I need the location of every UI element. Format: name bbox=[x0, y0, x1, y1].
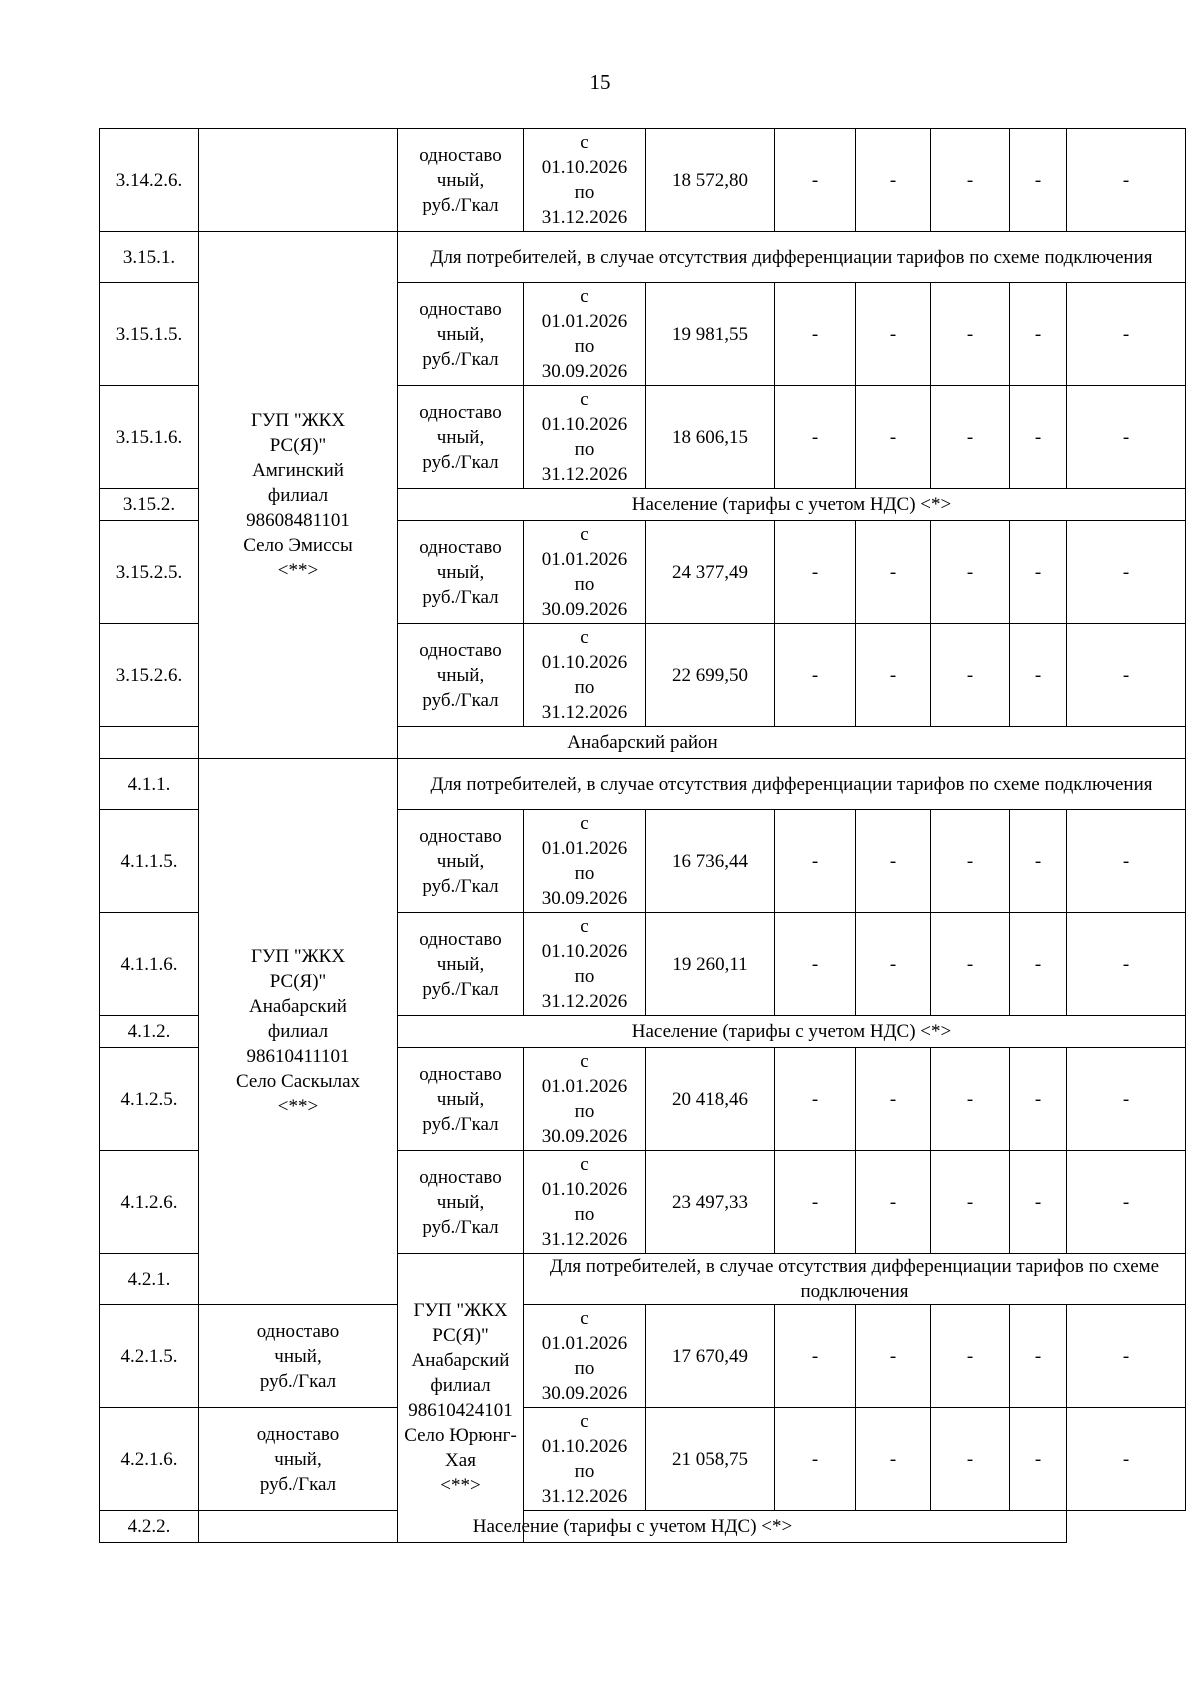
period-cell: с 01.01.2026 по 30.09.2026 bbox=[524, 1048, 646, 1151]
org-cell: ГУП "ЖКХ РС(Я)" Амгинский филиал 98608481101 Село Эмиссы <**> bbox=[199, 232, 398, 759]
period-cell: с 01.10.2026 по 31.12.2026 bbox=[524, 386, 646, 489]
dash-cell: - bbox=[1067, 386, 1186, 489]
dash-cell: - bbox=[931, 913, 1010, 1016]
dash-cell: - bbox=[931, 521, 1010, 624]
period-cell: с 01.01.2026 по 30.09.2026 bbox=[524, 810, 646, 913]
dash-cell: - bbox=[1010, 129, 1067, 232]
dash-cell: - bbox=[1067, 810, 1186, 913]
dash-cell: - bbox=[931, 1048, 1010, 1151]
dash-cell: - bbox=[1067, 1408, 1186, 1511]
dash-cell: - bbox=[1010, 386, 1067, 489]
district-heading: Анабарский район bbox=[100, 727, 1186, 759]
tariff-value: 23 497,33 bbox=[646, 1151, 775, 1254]
tariff-value: 20 418,46 bbox=[646, 1048, 775, 1151]
table-row bbox=[100, 129, 1186, 232]
dash-cell: - bbox=[856, 129, 931, 232]
tariff-value: 18 606,15 bbox=[646, 386, 775, 489]
row-index: 3.14.2.6. bbox=[100, 129, 199, 232]
tariff-value: 18 572,80 bbox=[646, 129, 775, 232]
tariff-value: 17 670,49 bbox=[646, 1305, 775, 1408]
dash-cell: - bbox=[1067, 913, 1186, 1016]
tariff-value: 22 699,50 bbox=[646, 624, 775, 727]
section-general-label: Для потребителей, в случае отсутствия дифференциации тарифов по схеме подключения bbox=[398, 759, 1186, 810]
row-index: 3.15.2. bbox=[100, 489, 199, 521]
section-general-label: Для потребителей, в случае отсутствия дифференциации тарифов по схеме подключения bbox=[398, 232, 1186, 283]
tariff-type-cell: одноставо чный, руб./Гкал bbox=[199, 1408, 398, 1511]
dash-cell: - bbox=[1010, 913, 1067, 1016]
tariff-type-cell: одноставо чный, руб./Гкал bbox=[398, 521, 524, 624]
dash-cell: - bbox=[1067, 1048, 1186, 1151]
dash-cell: - bbox=[856, 913, 931, 1016]
tariff-type-cell: одноставо чный, руб./Гкал bbox=[398, 624, 524, 727]
tariff-value: 24 377,49 bbox=[646, 521, 775, 624]
dash-cell: - bbox=[1067, 1305, 1186, 1408]
dash-cell: - bbox=[1010, 1151, 1067, 1254]
row-index: 4.2.2. bbox=[100, 1511, 199, 1543]
table-row bbox=[100, 727, 1186, 759]
dash-cell: - bbox=[931, 283, 1010, 386]
dash-cell: - bbox=[775, 913, 856, 1016]
dash-cell: - bbox=[775, 1305, 856, 1408]
row-index: 3.15.1. bbox=[100, 232, 199, 283]
dash-cell: - bbox=[931, 1408, 1010, 1511]
dash-cell: - bbox=[1010, 1048, 1067, 1151]
dash-cell: - bbox=[931, 129, 1010, 232]
dash-cell: - bbox=[1067, 521, 1186, 624]
row-index: 4.1.1. bbox=[100, 759, 199, 810]
row-index: 3.15.2.6. bbox=[100, 624, 199, 727]
tariff-type-cell: одноставо чный, руб./Гкал bbox=[398, 1048, 524, 1151]
dash-cell: - bbox=[775, 386, 856, 489]
section-population-label: Население (тарифы с учетом НДС) <*> bbox=[199, 1511, 1067, 1543]
dash-cell: - bbox=[775, 283, 856, 386]
dash-cell: - bbox=[1010, 810, 1067, 913]
row-index: 4.1.1.5. bbox=[100, 810, 199, 913]
dash-cell: - bbox=[856, 1305, 931, 1408]
period-cell: с 01.10.2026 по 31.12.2026 bbox=[524, 624, 646, 727]
section-population-label: Население (тарифы с учетом НДС) <*> bbox=[398, 489, 1186, 521]
dash-cell: - bbox=[1010, 624, 1067, 727]
dash-cell: - bbox=[931, 1305, 1010, 1408]
dash-cell: - bbox=[775, 129, 856, 232]
row-index: 3.15.2.5. bbox=[100, 521, 199, 624]
dash-cell: - bbox=[931, 386, 1010, 489]
row-index: 4.2.1.6. bbox=[100, 1408, 199, 1511]
tariff-type-cell: одноставо чный, руб./Гкал bbox=[398, 283, 524, 386]
dash-cell: - bbox=[775, 1408, 856, 1511]
dash-cell: - bbox=[931, 624, 1010, 727]
tariff-type-cell: одноставо чный, руб./Гкал bbox=[199, 1305, 398, 1408]
dash-cell: - bbox=[775, 624, 856, 727]
page-number: 15 bbox=[589, 70, 611, 94]
row-index: 4.1.2.6. bbox=[100, 1151, 199, 1254]
dash-cell: - bbox=[775, 1048, 856, 1151]
dash-cell: - bbox=[856, 810, 931, 913]
section-population-label: Население (тарифы с учетом НДС) <*> bbox=[398, 1016, 1186, 1048]
table-row bbox=[100, 1511, 1186, 1543]
dash-cell: - bbox=[775, 810, 856, 913]
dash-cell: - bbox=[1010, 1408, 1067, 1511]
dash-cell: - bbox=[856, 624, 931, 727]
row-index: 4.2.1.5. bbox=[100, 1305, 199, 1408]
table-row bbox=[100, 1305, 1186, 1408]
dash-cell: - bbox=[856, 386, 931, 489]
row-index: 3.15.1.6. bbox=[100, 386, 199, 489]
section-general-label: Для потребителей, в случае отсутствия дифференциации тарифов по схеме подключения bbox=[524, 1254, 1186, 1305]
dash-cell: - bbox=[1067, 624, 1186, 727]
tariff-table bbox=[99, 128, 1186, 1543]
table-row bbox=[100, 232, 1186, 283]
table-row bbox=[100, 759, 1186, 810]
tariff-value: 21 058,75 bbox=[646, 1408, 775, 1511]
row-index: 4.2.1. bbox=[100, 1254, 199, 1305]
dash-cell: - bbox=[1067, 1151, 1186, 1254]
dash-cell: - bbox=[1010, 1305, 1067, 1408]
tariff-value: 19 260,11 bbox=[646, 913, 775, 1016]
row-index: 3.15.1.5. bbox=[100, 283, 199, 386]
dash-cell: - bbox=[1067, 283, 1186, 386]
period-cell: с 01.10.2026 по 31.12.2026 bbox=[524, 913, 646, 1016]
period-cell: с 01.01.2026 по 30.09.2026 bbox=[524, 521, 646, 624]
table-row bbox=[100, 1408, 1186, 1511]
tariff-type-cell: одноставо чный, руб./Гкал bbox=[398, 129, 524, 232]
period-cell: с 01.10.2026 по 31.12.2026 bbox=[524, 129, 646, 232]
period-cell: с 01.10.2026 по 31.12.2026 bbox=[524, 1408, 646, 1511]
tariff-type-cell: одноставо чный, руб./Гкал bbox=[398, 913, 524, 1016]
dash-cell: - bbox=[775, 521, 856, 624]
dash-cell: - bbox=[856, 1408, 931, 1511]
dash-cell: - bbox=[775, 1151, 856, 1254]
org-cell: ГУП "ЖКХ РС(Я)" Анабарский филиал 98610411101 Село Саскылах <**> bbox=[199, 759, 398, 1305]
tariff-value: 19 981,55 bbox=[646, 283, 775, 386]
org-cell: ГУП "ЖКХ РС(Я)" Анабарский филиал 98610424101 Село Юрюнг-Хая <**> bbox=[398, 1254, 524, 1543]
dash-cell: - bbox=[931, 810, 1010, 913]
dash-cell: - bbox=[856, 1048, 931, 1151]
dash-cell: - bbox=[1010, 521, 1067, 624]
row-index: 4.1.1.6. bbox=[100, 913, 199, 1016]
row-index: 4.1.2. bbox=[100, 1016, 199, 1048]
tariff-type-cell: одноставо чный, руб./Гкал bbox=[398, 1151, 524, 1254]
period-cell: с 01.01.2026 по 30.09.2026 bbox=[524, 1305, 646, 1408]
org-cell-empty bbox=[199, 129, 398, 232]
dash-cell: - bbox=[856, 1151, 931, 1254]
tariff-type-cell: одноставо чный, руб./Гкал bbox=[398, 810, 524, 913]
dash-cell: - bbox=[1067, 129, 1186, 232]
dash-cell: - bbox=[856, 521, 931, 624]
period-cell: с 01.10.2026 по 31.12.2026 bbox=[524, 1151, 646, 1254]
dash-cell: - bbox=[1010, 283, 1067, 386]
dash-cell: - bbox=[856, 283, 931, 386]
dash-cell: - bbox=[931, 1151, 1010, 1254]
period-cell: с 01.01.2026 по 30.09.2026 bbox=[524, 283, 646, 386]
tariff-value: 16 736,44 bbox=[646, 810, 775, 913]
tariff-type-cell: одноставо чный, руб./Гкал bbox=[398, 386, 524, 489]
row-index: 4.1.2.5. bbox=[100, 1048, 199, 1151]
